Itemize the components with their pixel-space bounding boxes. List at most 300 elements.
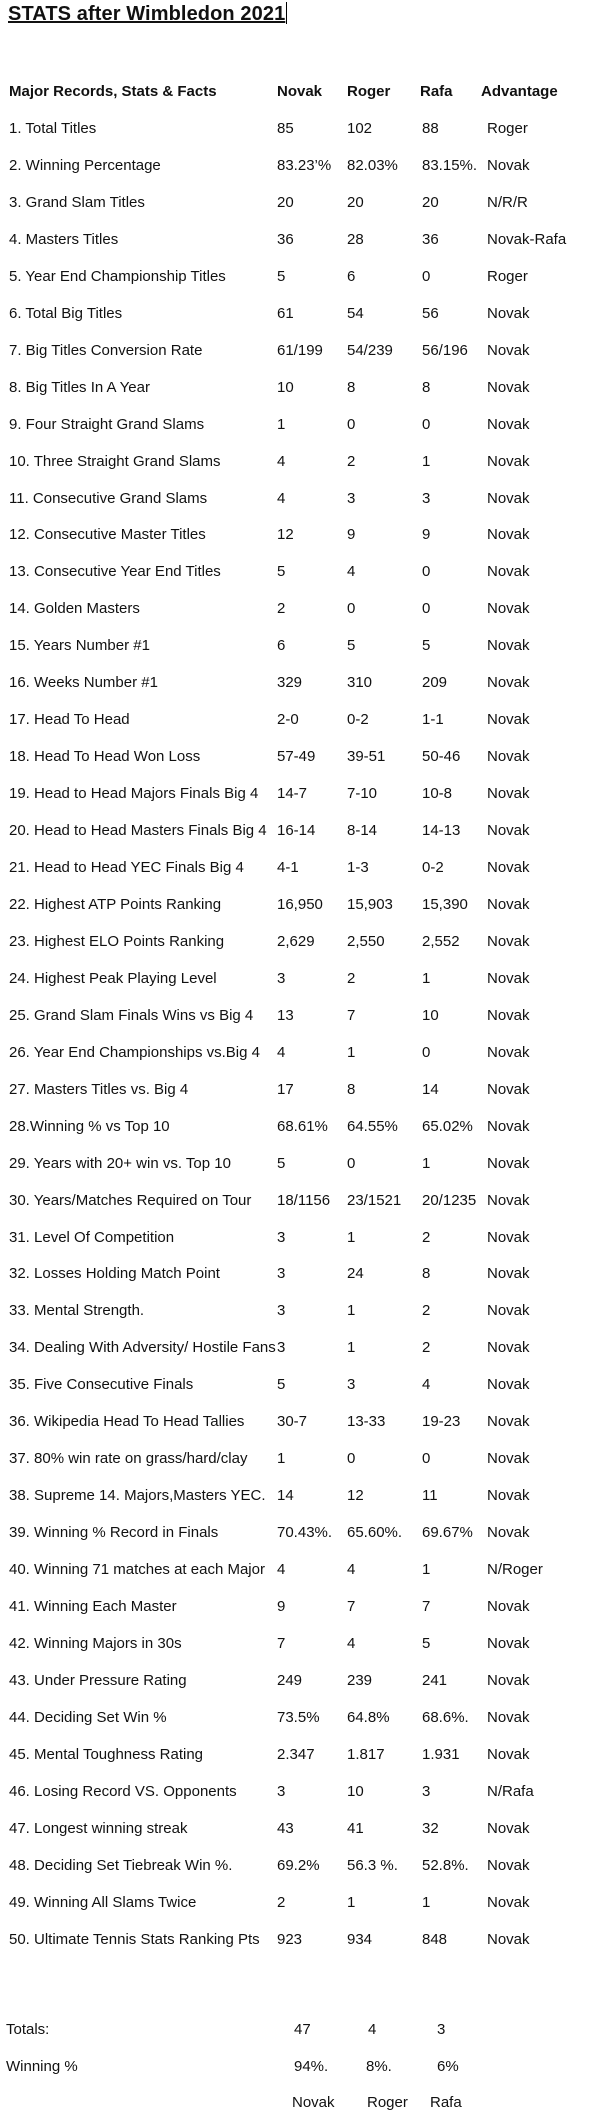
row-advantage: Novak: [487, 1229, 530, 1246]
row-rafa: 2: [422, 1229, 431, 1246]
row-novak: 18/1156: [277, 1192, 331, 1209]
table-row: [0, 1672, 596, 1694]
row-roger: 934: [347, 1931, 373, 1948]
row-novak: 3: [277, 1265, 286, 1282]
table-row: [0, 1044, 596, 1066]
row-advantage: Novak: [487, 1450, 530, 1467]
row-advantage: Novak: [487, 1413, 530, 1430]
row-label: 23. Highest ELO Points Ranking: [9, 933, 225, 950]
row-label: 38. Supreme 14. Majors,Masters YEC.: [9, 1487, 266, 1504]
row-roger: 82.03%: [347, 157, 398, 174]
table-row: [0, 1450, 596, 1472]
row-roger: 13-33: [347, 1413, 386, 1430]
row-label: 30. Years/Matches Required on Tour: [9, 1192, 252, 1209]
table-row: [0, 268, 596, 290]
row-rafa: 52.8%.: [422, 1857, 469, 1874]
row-advantage: Novak: [487, 453, 530, 470]
table-row: [0, 194, 596, 216]
row-novak: 73.5%: [277, 1709, 320, 1726]
row-rafa: 56: [422, 305, 439, 322]
row-novak: 249: [277, 1672, 303, 1689]
row-label: 13. Consecutive Year End Titles: [9, 563, 221, 580]
row-novak: 2.347: [277, 1746, 315, 1763]
row-novak: 61/199: [277, 342, 323, 359]
table-row: [0, 637, 596, 659]
row-novak: 7: [277, 1635, 286, 1652]
row-rafa: 50-46: [422, 748, 461, 765]
table-row: [0, 674, 596, 696]
row-roger: 1: [347, 1894, 356, 1911]
row-rafa: 69.67%: [422, 1524, 473, 1541]
row-label: 18. Head To Head Won Loss: [9, 748, 201, 765]
row-advantage: Novak: [487, 859, 530, 876]
row-novak: 1: [277, 1450, 286, 1467]
row-advantage: N/Roger: [487, 1561, 543, 1578]
row-label: 17. Head To Head: [9, 711, 130, 728]
row-roger: 0: [347, 600, 356, 617]
row-label: 34. Dealing With Adversity/ Hostile Fans: [9, 1339, 276, 1356]
header-novak: Novak: [277, 83, 323, 100]
row-roger: 102: [347, 120, 373, 137]
row-rafa: 1: [422, 1561, 431, 1578]
row-label: 20. Head to Head Masters Finals Big 4: [9, 822, 267, 839]
row-roger: 1.817: [347, 1746, 385, 1763]
row-rafa: 19-23: [422, 1413, 461, 1430]
row-label: 14. Golden Masters: [9, 600, 140, 617]
row-roger: 5: [347, 637, 356, 654]
row-advantage: Novak: [487, 1007, 530, 1024]
row-advantage: Novak: [487, 1265, 530, 1282]
row-roger: 8: [347, 1081, 356, 1098]
row-label: 21. Head to Head YEC Finals Big 4: [9, 859, 244, 876]
row-advantage: Novak: [487, 933, 530, 950]
table-row: [0, 1265, 596, 1287]
row-rafa: 88: [422, 120, 439, 137]
table-row: [0, 1302, 596, 1324]
winning-pct-label: Winning %: [6, 2058, 78, 2075]
row-advantage: Novak: [487, 1044, 530, 1061]
row-novak: 17: [277, 1081, 294, 1098]
table-row: [0, 157, 596, 179]
row-advantage: Novak: [487, 600, 530, 617]
page-title: [8, 2, 287, 26]
row-rafa: 7: [422, 1598, 431, 1615]
row-novak: 3: [277, 1229, 286, 1246]
table-row: [0, 1487, 596, 1509]
totals-roger: 4: [368, 2021, 377, 2038]
row-roger: 1: [347, 1339, 356, 1356]
row-advantage: Novak: [487, 711, 530, 728]
header-rafa: Rafa: [420, 83, 453, 100]
row-advantage: N/Rafa: [487, 1783, 534, 1800]
row-label: 42. Winning Majors in 30s: [9, 1635, 182, 1652]
row-roger: 1-3: [347, 859, 369, 876]
row-advantage: Novak: [487, 1118, 530, 1135]
table-row: [0, 1635, 596, 1657]
row-roger: 54/239: [347, 342, 393, 359]
row-roger: 1: [347, 1302, 356, 1319]
row-novak: 5: [277, 563, 286, 580]
row-advantage: Novak: [487, 1894, 530, 1911]
row-label: 50. Ultimate Tennis Stats Ranking Pts: [9, 1931, 260, 1948]
row-rafa: 20: [422, 194, 439, 211]
row-label: 9. Four Straight Grand Slams: [9, 416, 205, 433]
row-rafa: 14: [422, 1081, 439, 1098]
row-rafa: 0: [422, 1450, 431, 1467]
row-label: 22. Highest ATP Points Ranking: [9, 896, 222, 913]
row-advantage: Roger: [487, 268, 528, 285]
row-roger: 28: [347, 231, 364, 248]
row-label: 44. Deciding Set Win %: [9, 1709, 167, 1726]
row-label: 46. Losing Record VS. Opponents: [9, 1783, 237, 1800]
row-advantage: Novak: [487, 305, 530, 322]
row-label: 8. Big Titles In A Year: [9, 379, 150, 396]
row-rafa: 209: [422, 674, 448, 691]
row-novak: 10: [277, 379, 294, 396]
row-label: 33. Mental Strength.: [9, 1302, 145, 1319]
row-rafa: 65.02%: [422, 1118, 473, 1135]
row-novak: 20: [277, 194, 294, 211]
table-row: [0, 1155, 596, 1177]
row-label: 48. Deciding Set Tiebreak Win %.: [9, 1857, 233, 1874]
row-label: 35. Five Consecutive Finals: [9, 1376, 194, 1393]
row-roger: 7-10: [347, 785, 378, 802]
row-rafa: 1: [422, 970, 431, 987]
row-rafa: 1: [422, 1155, 431, 1172]
table-row: [0, 933, 596, 955]
row-rafa: 8: [422, 379, 431, 396]
row-novak: 4: [277, 1044, 286, 1061]
table-row: [0, 1376, 596, 1398]
row-novak: 3: [277, 1339, 286, 1356]
row-novak: 4: [277, 490, 286, 507]
row-advantage: Novak: [487, 1746, 530, 1763]
winning-pct-novak: 94%.: [294, 2058, 329, 2075]
row-roger: 39-51: [347, 748, 386, 765]
row-roger: 4: [347, 1561, 356, 1578]
row-advantage: Novak: [487, 1081, 530, 1098]
table-row: [0, 1820, 596, 1842]
table-header: [0, 83, 596, 105]
row-roger: 64.55%: [347, 1118, 398, 1135]
table-row: [0, 1783, 596, 1805]
table-row: [0, 1192, 596, 1214]
row-novak: 68.61%: [277, 1118, 328, 1135]
table-row: [0, 1746, 596, 1768]
totals-rafa: 3: [437, 2021, 446, 2038]
table-row: [0, 748, 596, 770]
header-label: Major Records, Stats & Facts: [9, 83, 217, 100]
winning-pct-roger: 8%.: [366, 2058, 392, 2075]
row-novak: 4: [277, 1561, 286, 1578]
table-row: [0, 785, 596, 807]
row-rafa: 848: [422, 1931, 448, 1948]
row-rafa: 5: [422, 1635, 431, 1652]
row-novak: 70.43%.: [277, 1524, 333, 1541]
row-roger: 2: [347, 970, 356, 987]
row-novak: 5: [277, 1376, 286, 1393]
row-novak: 329: [277, 674, 303, 691]
row-rafa: 0-2: [422, 859, 444, 876]
row-advantage: Novak: [487, 970, 530, 987]
totals-label: Totals:: [6, 2021, 50, 2038]
table-row: [0, 305, 596, 327]
row-advantage: Novak: [487, 1857, 530, 1874]
table-row: [0, 711, 596, 733]
row-label: 37. 80% win rate on grass/hard/clay: [9, 1450, 248, 1467]
row-novak: 2,629: [277, 933, 315, 950]
row-rafa: 241: [422, 1672, 448, 1689]
row-label: 36. Wikipedia Head To Head Tallies: [9, 1413, 245, 1430]
row-roger: 0-2: [347, 711, 369, 728]
row-roger: 41: [347, 1820, 364, 1837]
totals-novak: 47: [294, 2021, 311, 2038]
row-label: 31. Level Of Competition: [9, 1229, 175, 1246]
row-rafa: 32: [422, 1820, 439, 1837]
table-row: [0, 526, 596, 548]
row-label: 19. Head to Head Majors Finals Big 4: [9, 785, 259, 802]
row-novak: 2: [277, 1894, 286, 1911]
row-novak: 2-0: [277, 711, 299, 728]
row-rafa: 15,390: [422, 896, 468, 913]
row-roger: 64.8%: [347, 1709, 390, 1726]
row-advantage: Novak: [487, 1339, 530, 1356]
row-roger: 54: [347, 305, 364, 322]
row-label: 24. Highest Peak Playing Level: [9, 970, 217, 987]
row-label: 2. Winning Percentage: [9, 157, 161, 174]
table-row: [0, 1524, 596, 1546]
row-advantage: Novak: [487, 1155, 530, 1172]
table-row: [0, 1894, 596, 1916]
row-label: 27. Masters Titles vs. Big 4: [9, 1081, 189, 1098]
row-novak: 2: [277, 600, 286, 617]
row-advantage: Novak: [487, 748, 530, 765]
row-advantage: Novak: [487, 1376, 530, 1393]
row-rafa: 0: [422, 600, 431, 617]
row-rafa: 2,552: [422, 933, 460, 950]
row-label: 1. Total Titles: [9, 120, 97, 137]
table-row: [0, 231, 596, 253]
row-novak: 36: [277, 231, 294, 248]
row-roger: 1: [347, 1229, 356, 1246]
table-row: [0, 490, 596, 512]
row-roger: 4: [347, 563, 356, 580]
row-advantage: Novak: [487, 1931, 530, 1948]
table-row: [0, 1709, 596, 1731]
table-row: [0, 1598, 596, 1620]
row-novak: 9: [277, 1598, 286, 1615]
row-roger: 3: [347, 1376, 356, 1393]
row-label: 45. Mental Toughness Rating: [9, 1746, 204, 1763]
row-roger: 239: [347, 1672, 373, 1689]
row-roger: 0: [347, 1155, 356, 1172]
row-label: 12. Consecutive Master Titles: [9, 526, 206, 543]
row-label: 11. Consecutive Grand Slams: [9, 490, 208, 507]
row-roger: 12: [347, 1487, 364, 1504]
title-text: STATS after Wimbledon 2021: [8, 3, 286, 25]
row-roger: 310: [347, 674, 373, 691]
row-novak: 83.23’%: [277, 157, 332, 174]
row-rafa: 83.15%.: [422, 157, 478, 174]
row-novak: 1: [277, 416, 286, 433]
row-rafa: 4: [422, 1376, 431, 1393]
row-novak: 57-49: [277, 748, 316, 765]
row-rafa: 3: [422, 490, 431, 507]
row-rafa: 0: [422, 1044, 431, 1061]
row-rafa: 5: [422, 637, 431, 654]
row-label: 40. Winning 71 matches at each Major: [9, 1561, 265, 1578]
row-rafa: 1.931: [422, 1746, 460, 1763]
table-row: [0, 1339, 596, 1361]
row-novak: 3: [277, 1783, 286, 1800]
row-label: 43. Under Pressure Rating: [9, 1672, 187, 1689]
row-novak: 30-7: [277, 1413, 308, 1430]
row-label: 15. Years Number #1: [9, 637, 150, 654]
table-row: [0, 600, 596, 622]
row-roger: 2,550: [347, 933, 385, 950]
row-rafa: 14-13: [422, 822, 461, 839]
row-rafa: 3: [422, 1783, 431, 1800]
table-row: [0, 563, 596, 585]
row-roger: 56.3 %.: [347, 1857, 398, 1874]
row-novak: 69.2%: [277, 1857, 320, 1874]
table-row: [0, 120, 596, 142]
row-advantage: Novak: [487, 637, 530, 654]
row-advantage: Novak: [487, 416, 530, 433]
row-label: 7. Big Titles Conversion Rate: [9, 342, 203, 359]
row-novak: 13: [277, 1007, 294, 1024]
table-row: [0, 896, 596, 918]
row-novak: 5: [277, 1155, 286, 1172]
row-advantage: Novak: [487, 1487, 530, 1504]
row-rafa: 56/196: [422, 342, 468, 359]
table-row: [0, 416, 596, 438]
row-label: 25. Grand Slam Finals Wins vs Big 4: [9, 1007, 254, 1024]
footer-roger: Roger: [367, 2094, 408, 2111]
table-row: [0, 1931, 596, 1953]
row-label: 26. Year End Championships vs.Big 4: [9, 1044, 260, 1061]
row-novak: 4: [277, 453, 286, 470]
row-roger: 9: [347, 526, 356, 543]
row-roger: 8: [347, 379, 356, 396]
text-cursor: [286, 2, 287, 24]
row-advantage: Novak: [487, 785, 530, 802]
row-rafa: 36: [422, 231, 439, 248]
table-row: [0, 1561, 596, 1583]
row-novak: 16,950: [277, 896, 323, 913]
row-novak: 3: [277, 970, 286, 987]
table-row: [0, 859, 596, 881]
row-label: 47. Longest winning streak: [9, 1820, 188, 1837]
row-advantage: Novak: [487, 822, 530, 839]
row-roger: 6: [347, 268, 356, 285]
row-roger: 8-14: [347, 822, 378, 839]
table-row: [0, 1118, 596, 1140]
row-rafa: 20/1235: [422, 1192, 477, 1209]
row-advantage: Novak: [487, 674, 530, 691]
row-advantage: Novak: [487, 1192, 530, 1209]
row-novak: 61: [277, 305, 294, 322]
header-advantage: Advantage: [481, 83, 558, 100]
row-advantage: Novak: [487, 563, 530, 580]
winning-pct-row: [0, 2058, 596, 2080]
row-rafa: 0: [422, 563, 431, 580]
row-roger: 24: [347, 1265, 364, 1282]
row-rafa: 2: [422, 1302, 431, 1319]
row-advantage: Novak: [487, 1672, 530, 1689]
row-advantage: Novak: [487, 342, 530, 359]
row-advantage: Novak: [487, 526, 530, 543]
row-advantage: Novak: [487, 379, 530, 396]
row-roger: 3: [347, 490, 356, 507]
row-rafa: 10: [422, 1007, 439, 1024]
row-label: 4. Masters Titles: [9, 231, 119, 248]
row-advantage: Novak: [487, 490, 530, 507]
row-advantage: Novak: [487, 157, 530, 174]
row-label: 39. Winning % Record in Finals: [9, 1524, 219, 1541]
row-label: 29. Years with 20+ win vs. Top 10: [9, 1155, 231, 1172]
table-row: [0, 1007, 596, 1029]
footer-names-row: [0, 2094, 596, 2116]
table-row: [0, 1081, 596, 1103]
table-row: [0, 379, 596, 401]
row-novak: 14-7: [277, 785, 308, 802]
row-label: 10. Three Straight Grand Slams: [9, 453, 221, 470]
row-roger: 7: [347, 1007, 356, 1024]
row-rafa: 11: [422, 1487, 438, 1504]
row-advantage: Novak: [487, 1598, 530, 1615]
row-label: 28.Winning % vs Top 10: [9, 1118, 170, 1135]
row-rafa: 0: [422, 268, 431, 285]
table-row: [0, 453, 596, 475]
row-novak: 85: [277, 120, 294, 137]
row-roger: 10: [347, 1783, 364, 1800]
row-roger: 23/1521: [347, 1192, 402, 1209]
table-row: [0, 822, 596, 844]
row-advantage: Novak: [487, 1302, 530, 1319]
row-rafa: 1: [422, 453, 431, 470]
table-row: [0, 1413, 596, 1435]
row-roger: 20: [347, 194, 364, 211]
row-label: 5. Year End Championship Titles: [9, 268, 226, 285]
row-label: 32. Losses Holding Match Point: [9, 1265, 220, 1282]
row-advantage: N/R/R: [487, 194, 528, 211]
row-novak: 5: [277, 268, 286, 285]
row-label: 41. Winning Each Master: [9, 1598, 177, 1615]
table-row: [0, 1857, 596, 1879]
row-rafa: 10-8: [422, 785, 453, 802]
row-roger: 7: [347, 1598, 356, 1615]
row-advantage: Novak: [487, 896, 530, 913]
row-advantage: Novak: [487, 1820, 530, 1837]
row-advantage: Novak: [487, 1709, 530, 1726]
row-roger: 0: [347, 416, 356, 433]
row-label: 3. Grand Slam Titles: [9, 194, 145, 211]
row-novak: 14: [277, 1487, 294, 1504]
table-row: [0, 1229, 596, 1251]
row-advantage: Novak: [487, 1524, 530, 1541]
winning-pct-rafa: 6%: [437, 2058, 459, 2075]
row-rafa: 1-1: [422, 711, 444, 728]
row-novak: 4-1: [277, 859, 299, 876]
row-novak: 3: [277, 1302, 286, 1319]
row-novak: 16-14: [277, 822, 316, 839]
row-rafa: 8: [422, 1265, 431, 1282]
row-label: 49. Winning All Slams Twice: [9, 1894, 197, 1911]
row-roger: 0: [347, 1450, 356, 1467]
row-roger: 4: [347, 1635, 356, 1652]
row-label: 6. Total Big Titles: [9, 305, 123, 322]
